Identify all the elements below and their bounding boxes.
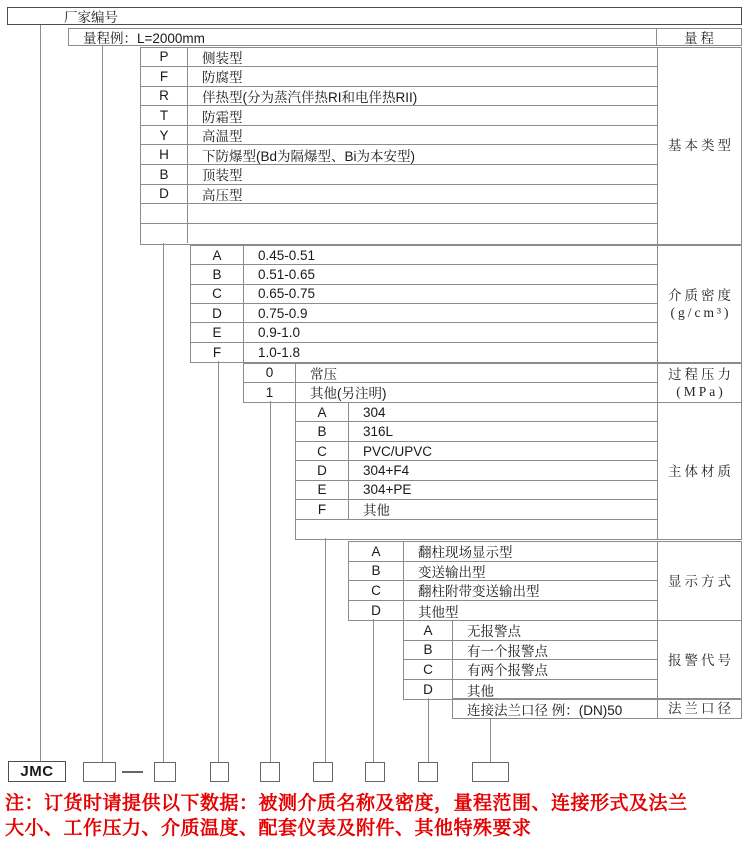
- model-prefix: JMC: [20, 763, 54, 780]
- spec-row: [296, 461, 657, 480]
- spec-row: [404, 621, 657, 641]
- spec-desc-cell: 304+PE: [363, 482, 412, 498]
- model-code-box: [154, 762, 176, 782]
- spec-row: [296, 481, 657, 500]
- connector-line: [102, 46, 103, 763]
- spec-code-cell: C: [404, 660, 453, 679]
- spec-desc-cell: 304: [363, 404, 386, 420]
- spec-row: [191, 323, 657, 342]
- section-label-basic-type: [657, 47, 742, 245]
- spec-code-cell: A: [191, 246, 244, 264]
- spec-row: [404, 641, 657, 661]
- section-process-pressure: [243, 363, 658, 403]
- spec-code-cell: A: [349, 542, 404, 561]
- spec-row: [191, 343, 657, 362]
- spec-row: [296, 520, 657, 539]
- section-flange-size: [452, 698, 658, 719]
- section-label-display-mode: [657, 541, 742, 621]
- section-label-line: 主体材质: [668, 463, 734, 479]
- spec-desc-cell: 304+F4: [363, 463, 410, 479]
- spec-desc-cell: 伴热型(分为蒸汽伴热RI和电伴热RII): [202, 89, 418, 105]
- spec-code-cell: 0: [244, 364, 296, 382]
- spec-row: [349, 581, 657, 601]
- spec-row: [141, 48, 657, 68]
- spec-row: [191, 265, 657, 284]
- section-basic-type: [140, 47, 658, 245]
- spec-code-cell: B: [141, 165, 188, 184]
- spec-desc-cell: 0.75-0.9: [258, 305, 308, 321]
- spec-code-cell: D: [141, 185, 188, 204]
- section-label-line: 基本类型: [668, 138, 734, 153]
- spec-code-cell: F: [296, 500, 349, 518]
- spec-row: [141, 87, 657, 107]
- spec-row: [349, 562, 657, 582]
- spec-code-cell: [141, 224, 188, 244]
- connector-line: [163, 243, 164, 763]
- section-label-line: 报警代号: [668, 652, 734, 668]
- model-prefix-box: [8, 761, 66, 782]
- spec-code-cell: B: [349, 562, 404, 581]
- spec-desc-cell: 无报警点: [467, 624, 521, 640]
- spec-code-cell: H: [141, 145, 188, 164]
- spec-desc-cell: 顶装型: [202, 168, 243, 184]
- spec-code-cell: D: [404, 680, 453, 700]
- connector-line: [40, 25, 41, 763]
- section-medium-density: [190, 245, 658, 363]
- spec-code-cell: D: [191, 304, 244, 322]
- connector-line: [490, 718, 491, 763]
- range-label: 量程: [684, 31, 717, 46]
- spec-row: [296, 500, 657, 519]
- section-label-flange-size: [657, 698, 742, 719]
- spec-code-cell: A: [404, 621, 453, 640]
- range-label-cell: [656, 29, 741, 45]
- spec-row: [296, 422, 657, 441]
- spec-code-cell: B: [191, 265, 244, 283]
- section-label-line: 介质密度: [668, 288, 734, 304]
- spec-desc-cell: [296, 520, 657, 539]
- section-label-line: 法兰口径: [668, 701, 734, 717]
- spec-code-cell: R: [141, 87, 188, 106]
- section-alarm-code: [403, 620, 658, 700]
- spec-desc-cell: 0.9-1.0: [258, 325, 301, 341]
- spec-desc-cell: 有一个报警点: [467, 643, 548, 659]
- spec-desc-cell: 有两个报警点: [467, 663, 548, 679]
- connector-line: [218, 361, 219, 762]
- spec-row: [141, 126, 657, 146]
- spec-desc-cell: 316L: [363, 424, 394, 440]
- order-note-line2: 大小、工作压力、介质温度、配套仪表及附件、其他特殊要求: [5, 818, 532, 839]
- spec-desc-cell: 高压型: [202, 187, 243, 203]
- range-row: [68, 28, 742, 46]
- spec-row: [141, 67, 657, 87]
- spec-row: [296, 442, 657, 461]
- spec-row: [296, 403, 657, 422]
- spec-row: [141, 204, 657, 224]
- spec-row: [244, 364, 657, 383]
- model-code-box: [472, 762, 509, 782]
- spec-desc-cell: 其他(另注明): [310, 386, 387, 402]
- range-example: 量程例：L=2000mm: [83, 31, 205, 46]
- spec-desc-cell: 常压: [310, 366, 337, 382]
- model-code-box: [83, 762, 116, 782]
- spec-code-cell: B: [404, 641, 453, 660]
- model-dash: [122, 771, 143, 773]
- order-note-line1: 注：订货时请提供以下数据：被测介质名称及密度，量程范围、连接形式及法兰: [5, 793, 688, 814]
- section-label-line: (MPa): [676, 383, 726, 399]
- spec-desc-cell: PVC/UPVC: [363, 443, 433, 459]
- spec-desc-cell: 防霜型: [202, 109, 243, 125]
- spec-desc-cell: 1.0-1.8: [258, 344, 301, 360]
- spec-code-cell: F: [141, 67, 188, 86]
- model-code-box: [260, 762, 280, 782]
- spec-row: [191, 246, 657, 265]
- spec-code-cell: F: [191, 343, 244, 362]
- spec-code-cell: P: [141, 48, 188, 67]
- spec-desc-cell: [188, 224, 657, 244]
- spec-row: [404, 680, 657, 700]
- spec-code-cell: E: [191, 323, 244, 341]
- spec-desc-cell: 0.65-0.75: [258, 286, 316, 302]
- spec-row: [349, 601, 657, 621]
- spec-code-cell: D: [296, 461, 349, 479]
- spec-code-cell: T: [141, 106, 188, 125]
- section-label-line: 过程压力: [668, 366, 734, 382]
- section-body-material: [295, 402, 658, 540]
- model-code-box: [313, 762, 333, 782]
- spec-code-cell: C: [349, 581, 404, 600]
- spec-desc-cell: 下防爆型(Bd为隔爆型、Bi为本安型): [202, 148, 416, 164]
- spec-desc-cell: 连接法兰口径 例：(DN)50: [467, 702, 623, 718]
- spec-desc-cell: 翻柱附带变送输出型: [418, 584, 540, 600]
- order-note: [5, 791, 747, 841]
- spec-code-cell: 1: [244, 383, 296, 402]
- model-code-box: [365, 762, 385, 782]
- spec-row: [453, 699, 657, 718]
- spec-desc-cell: 其他: [363, 503, 390, 519]
- connector-line: [270, 401, 271, 762]
- spec-code-cell: C: [296, 442, 349, 460]
- spec-row: [349, 542, 657, 562]
- spec-row: [191, 304, 657, 323]
- spec-code-cell: Y: [141, 126, 188, 145]
- section-label-line: (g/cm³): [670, 305, 732, 321]
- connector-line: [428, 698, 429, 762]
- manufacturer-code-box: [7, 7, 742, 25]
- spec-row: [244, 383, 657, 402]
- spec-code-cell: B: [296, 422, 349, 440]
- connector-line: [325, 538, 326, 762]
- connector-line: [373, 619, 374, 762]
- section-display-mode: [348, 541, 658, 621]
- spec-desc-cell: 0.51-0.65: [258, 267, 316, 283]
- spec-row: [141, 106, 657, 126]
- model-code-box: [210, 762, 229, 782]
- section-label-alarm-code: [657, 620, 742, 700]
- spec-row: [141, 224, 657, 244]
- spec-desc-cell: 防腐型: [202, 70, 243, 86]
- model-code-box: [418, 762, 438, 782]
- spec-row: [191, 285, 657, 304]
- spec-desc-cell: 高温型: [202, 129, 243, 145]
- section-label-line: 显示方式: [668, 573, 734, 589]
- section-label-process-pressure: [657, 363, 742, 403]
- section-label-medium-density: [657, 245, 742, 363]
- spec-code-cell: [141, 204, 188, 223]
- spec-row: [141, 185, 657, 205]
- section-label-body-material: [657, 402, 742, 540]
- spec-row: [141, 165, 657, 185]
- spec-desc-cell: 其他: [467, 683, 494, 699]
- spec-row: [141, 145, 657, 165]
- spec-desc-cell: 翻柱现场显示型: [418, 545, 513, 561]
- manufacturer-code-label: 厂家编号: [64, 10, 118, 25]
- spec-code-cell: C: [191, 285, 244, 303]
- spec-desc-cell: [188, 204, 657, 223]
- spec-code-cell: E: [296, 481, 349, 499]
- spec-desc-cell: 0.45-0.51: [258, 247, 316, 263]
- spec-code-cell: A: [296, 403, 349, 421]
- spec-desc-cell: 侧装型: [202, 50, 243, 66]
- spec-desc-cell: 其他型: [418, 604, 459, 620]
- spec-code-cell: D: [349, 601, 404, 621]
- spec-row: [404, 660, 657, 680]
- spec-desc-cell: 变送输出型: [418, 564, 486, 580]
